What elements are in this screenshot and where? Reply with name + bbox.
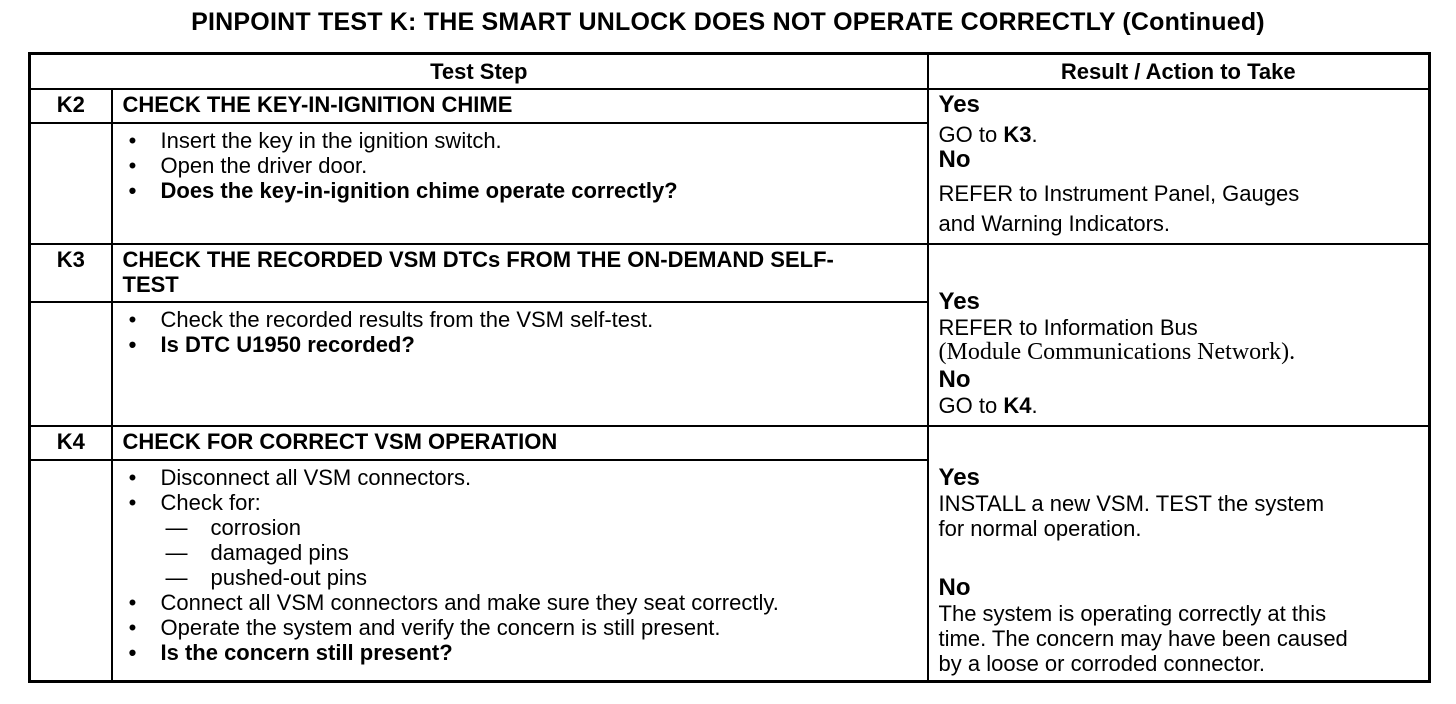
step-ref-k4: K4 — [1003, 393, 1032, 418]
list-item: • Is DTC U1950 recorded? — [123, 332, 919, 357]
step-body — [112, 123, 928, 244]
step-result — [928, 89, 1430, 244]
yes-label: Yes — [938, 464, 980, 491]
step-bullets — [123, 128, 919, 203]
step-title: CHECK THE RECORDED VSM DTCs FROM THE ON-DEMAND SELF-TEST — [112, 244, 928, 302]
sub-list-item: — damaged pins — [161, 540, 919, 565]
list-item: • Insert the key in the ignition switch. — [123, 128, 919, 153]
list-item: • Check the recorded results from the VSM self-test. — [123, 307, 919, 332]
step-ref-k3: K3 — [1003, 122, 1032, 147]
list-item: • Does the key-in-ignition chime operate correctly? — [123, 178, 919, 203]
no-label: No — [938, 366, 971, 393]
list-item: • Disconnect all VSM connectors. — [123, 465, 919, 490]
sub-list-item: — pushed-out pins — [161, 565, 919, 590]
step-result — [928, 426, 1430, 682]
no-label: No — [938, 146, 971, 173]
list-item: • Operate the system and verify the concern is still present. — [123, 615, 919, 640]
header-result: Result / Action to Take — [928, 54, 1430, 90]
step-id-spacer — [30, 123, 112, 244]
no-action: GO to K4. — [938, 393, 1038, 418]
table-header-row — [30, 54, 1430, 90]
pinpoint-test-table — [28, 52, 1431, 683]
step-bullets — [123, 307, 919, 357]
step-title-row — [30, 89, 1430, 123]
list-item: • Connect all VSM connectors and make sure they seat correctly. — [123, 590, 919, 615]
step-body — [112, 302, 928, 426]
step-id-spacer — [30, 302, 112, 426]
step-id-spacer — [30, 460, 112, 681]
step-id: K4 — [30, 426, 112, 460]
sub-list-item: — corrosion — [161, 515, 919, 540]
step-title-row — [30, 426, 1430, 460]
yes-label: Yes — [938, 91, 980, 118]
header-test-step: Test Step — [30, 54, 928, 90]
no-action: The system is operating correctly at this time. The concern may have been caused by a loose or corroded connector. — [938, 601, 1348, 676]
list-item: • Open the driver door. — [123, 153, 919, 178]
step-body — [112, 460, 928, 681]
step-result — [928, 244, 1430, 426]
step-bullets — [123, 465, 919, 665]
no-label: No — [938, 574, 971, 601]
page-title: PINPOINT TEST K: THE SMART UNLOCK DOES NOT OPERATE CORRECTLY (Continued) — [191, 8, 1265, 36]
step-id: K3 — [30, 244, 112, 302]
yes-action: GO to K3. — [938, 122, 1038, 147]
yes-action: REFER to Information Bus (Module Communications Network). — [938, 315, 1296, 365]
step-title-row — [30, 244, 1430, 302]
step-title: CHECK FOR CORRECT VSM OPERATION — [112, 426, 928, 460]
yes-label: Yes — [938, 288, 980, 315]
list-item: • Check for: — corrosion — damaged pins — pushed-out pins — [123, 490, 919, 590]
list-item: • Is the concern still present? — [123, 640, 919, 665]
yes-action: INSTALL a new VSM. TEST the system for normal operation. — [938, 491, 1325, 541]
step-title: CHECK THE KEY-IN-IGNITION CHIME — [112, 89, 928, 123]
no-action: REFER to Instrument Panel, Gauges and Warning Indicators. — [938, 181, 1300, 236]
step-id: K2 — [30, 89, 112, 123]
sub-list — [161, 515, 919, 590]
